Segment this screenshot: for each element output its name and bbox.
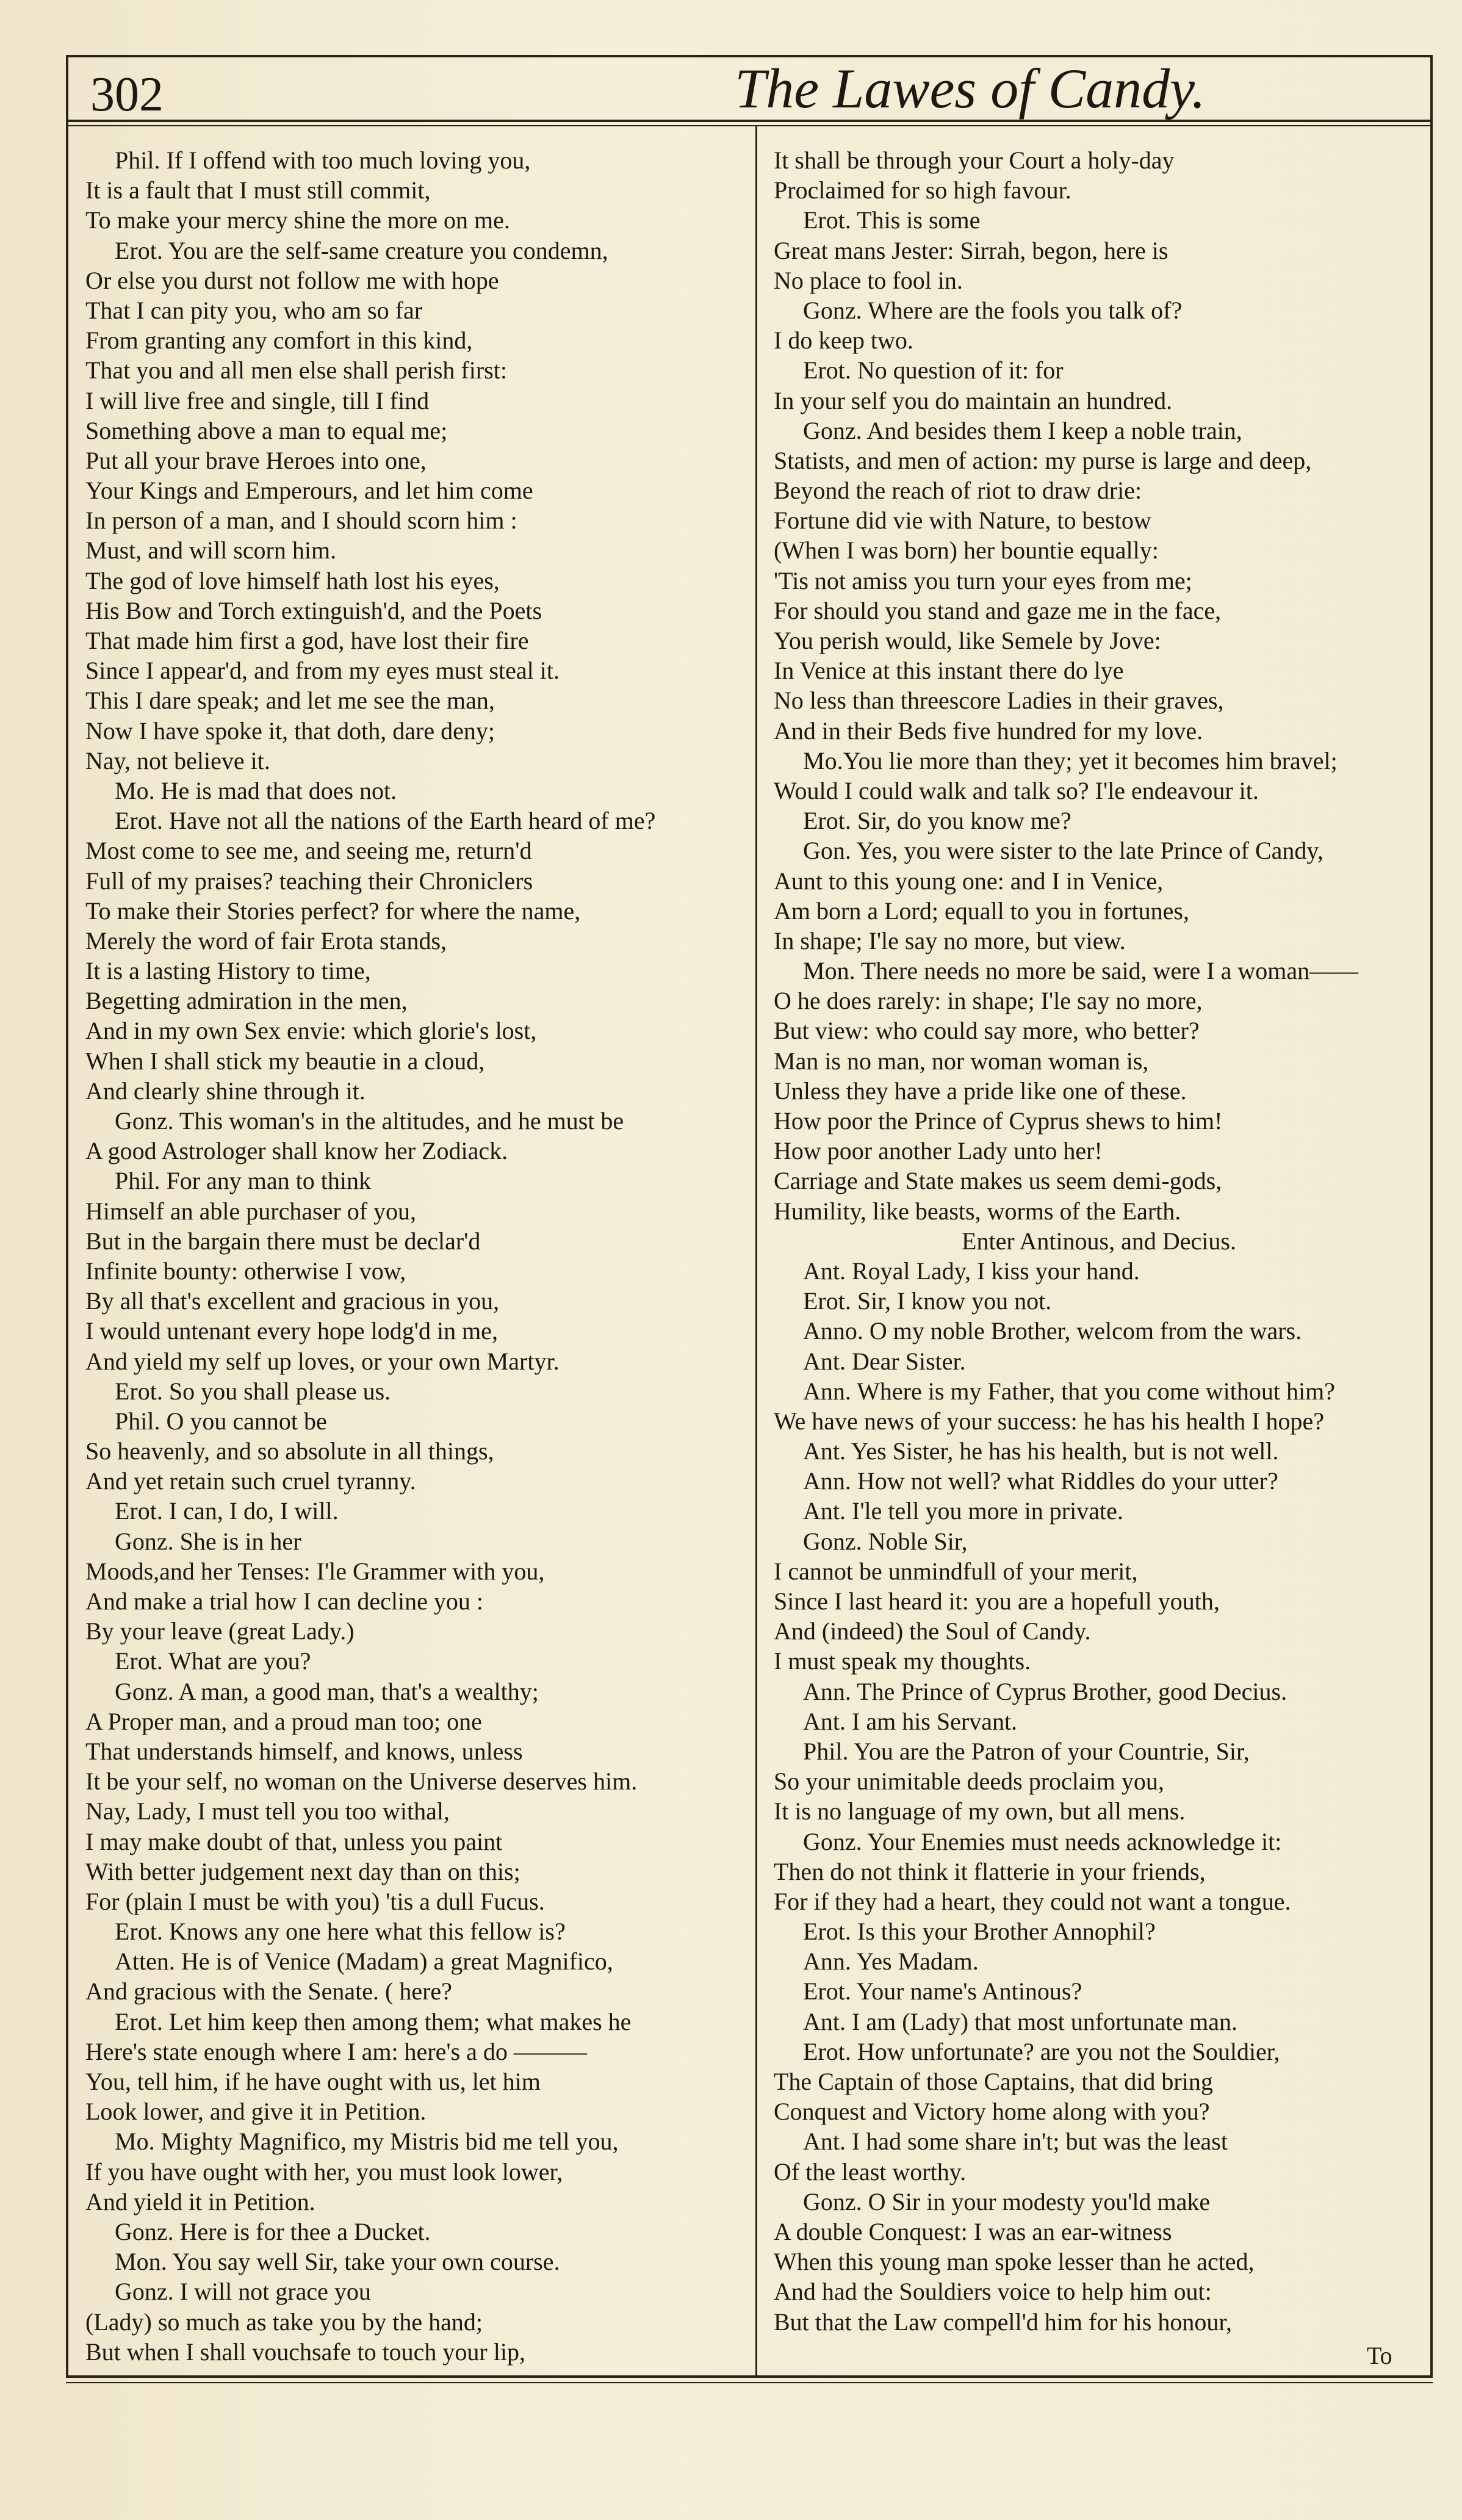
right-frame-rule — [1430, 55, 1433, 2377]
speech-line: Gonz. Noble Sir, — [803, 1527, 968, 1555]
verse-line: Himself an able purchaser of you, — [85, 1197, 417, 1225]
speech-line: Mon. You say well Sir, take your own course. — [115, 2248, 560, 2276]
verse-line: And yet retain such cruel tyranny. — [85, 1467, 416, 1495]
speech-line: Erot. You are the self-same creature you condemn, — [115, 236, 608, 264]
header-rule-double — [66, 125, 1433, 126]
page-number: 302 — [90, 68, 164, 121]
verse-line: From granting any comfort in this kind, — [85, 327, 473, 355]
speech-line: Ann. The Prince of Cyprus Brother, good Decius. — [803, 1677, 1287, 1705]
speech-line: Ann. Yes Madam. — [803, 1948, 979, 1976]
verse-line: Then do not think it flatterie in your friends, — [774, 1857, 1206, 1885]
verse-line: I will live free and single, till I find — [85, 386, 430, 414]
bottom-rule — [66, 2375, 1433, 2378]
verse-line: For if they had a heart, they could not want a tongue. — [774, 1887, 1291, 1915]
speech-line: Gonz. A man, a good man, that's a wealthy; — [115, 1677, 539, 1705]
verse-line: It be your self, no woman on the Universe deserves him. — [85, 1767, 638, 1796]
speech-line: Ann. How not well? what Riddles do your utter? — [803, 1467, 1278, 1495]
verse-line: Unless they have a pride like one of these. — [774, 1077, 1187, 1105]
verse-line: You, tell him, if he have ought with us, let him — [85, 2068, 541, 2095]
stage-direction: Enter Antinous, and Decius. — [962, 1227, 1236, 1255]
verse-line: Man is no man, nor woman woman is, — [774, 1047, 1149, 1075]
speech-line: Ant. I had some share in't; but was the least — [803, 2128, 1228, 2156]
left-frame-rule — [66, 55, 68, 2377]
verse-line: Aunt to this young one: and I in Venice, — [774, 867, 1164, 895]
verse-line: Must, and will scorn him. — [85, 536, 337, 565]
verse-line: And in my own Sex envie: which glorie's lost, — [85, 1017, 537, 1045]
verse-line: If you have ought with her, you must look lower, — [85, 2157, 563, 2186]
verse-line: By your leave (great Lady.) — [85, 1617, 355, 1645]
verse-line: I would untenant every hope lodg'd in me, — [85, 1317, 498, 1345]
verse-line: His Bow and Torch extinguish'd, and the Poets — [85, 596, 542, 624]
verse-line: Here's state enough where I am: here's a do ——— — [85, 2037, 587, 2065]
speech-line: Mo. Mighty Magnifico, my Mistris bid me tell you, — [115, 2128, 619, 2156]
verse-line: When I shall stick my beautie in a cloud, — [85, 1047, 485, 1075]
left-text-column — [85, 145, 769, 2367]
verse-line: And gracious with the Senate. ( here? — [85, 1977, 452, 2006]
verse-line: No less than threescore Ladies in their graves, — [774, 687, 1224, 715]
verse-line: For (plain I must be with you) 'tis a dull Fucus. — [85, 1887, 545, 1915]
speech-line: Gon. Yes, you were sister to the late Prince of Candy, — [803, 837, 1323, 865]
verse-line: It shall be through your Court a holy-day — [774, 146, 1175, 174]
verse-line: Since I appear'd, and from my eyes must steal it. — [85, 657, 560, 685]
speech-line: Erot. What are you? — [115, 1647, 311, 1675]
verse-line: Full of my praises? teaching their Chroniclers — [85, 867, 533, 895]
speech-line: Erot. Knows any one here what this fellow is? — [115, 1918, 566, 1946]
verse-line: But view: who could say more, who better? — [774, 1017, 1200, 1045]
verse-line: (Lady) so much as take you by the hand; — [85, 2308, 483, 2336]
verse-line: In shape; I'le say no more, but view. — [774, 926, 1126, 955]
verse-line: A double Conquest: I was an ear-witness — [774, 2217, 1172, 2245]
speech-line: Ant. Yes Sister, he has his health, but is not well. — [803, 1437, 1279, 1465]
verse-line: O he does rarely: in shape; I'le say no more, — [774, 987, 1203, 1015]
verse-line: But that the Law compell'd him for his honour, — [774, 2308, 1233, 2336]
speech-line: Gonz. Your Enemies must needs acknowledge it: — [803, 1827, 1282, 1855]
right-text-column — [774, 145, 1424, 2337]
speech-line: Gonz. O Sir in your modesty you'ld make — [803, 2187, 1211, 2215]
speech-line: Phil. If I offend with too much loving you, — [115, 146, 531, 174]
speech-line: Erot. So you shall please us. — [115, 1377, 391, 1405]
speech-line: Ann. Where is my Father, that you come without him? — [803, 1377, 1335, 1405]
speech-line: Erot. Have not all the nations of the Earth heard of me? — [115, 807, 656, 835]
verse-line: How poor another Lady unto her! — [774, 1137, 1103, 1165]
verse-line: Would I could walk and talk so? I'le endeavour it. — [774, 776, 1259, 804]
verse-line: Fortune did vie with Nature, to bestow — [774, 507, 1151, 535]
verse-line: The Captain of those Captains, that did bring — [774, 2068, 1213, 2095]
verse-line: Or else you durst not follow me with hope — [85, 266, 499, 294]
verse-line: This I dare speak; and let me see the man, — [85, 687, 495, 715]
speech-line: Phil. You are the Patron of your Countrie, Sir, — [803, 1737, 1250, 1765]
speech-line: Phil. O you cannot be — [115, 1407, 327, 1435]
verse-line: A Proper man, and a proud man too; one — [85, 1707, 482, 1735]
verse-line: Proclaimed for so high favour. — [774, 176, 1071, 204]
verse-line: And yield it in Petition. — [85, 2187, 315, 2215]
verse-line: Statists, and men of action: my purse is large and deep, — [774, 446, 1312, 474]
speech-line: Gonz. And besides them I keep a noble train, — [803, 416, 1242, 444]
verse-line: 'Tis not amiss you turn your eyes from me; — [774, 566, 1192, 594]
running-title: The Lawes of Candy. — [735, 57, 1206, 120]
verse-line: It is a lasting History to time, — [85, 957, 371, 985]
speech-line: Erot. Sir, do you know me? — [803, 807, 1071, 835]
speech-line: Erot. This is some — [803, 206, 981, 234]
verse-line: Merely the word of fair Erota stands, — [85, 926, 447, 955]
verse-line: Nay, not believe it. — [85, 746, 270, 774]
verse-line: Of the least worthy. — [774, 2157, 967, 2186]
speech-line: Mon. There needs no more be said, were I a woman—— — [803, 957, 1359, 985]
verse-line: Most come to see me, and seeing me, return'd — [85, 837, 532, 865]
speech-line: Ant. Dear Sister. — [803, 1347, 966, 1375]
verse-line: Am born a Lord; equall to you in fortunes, — [774, 897, 1189, 925]
verse-line: For should you stand and gaze me in the face, — [774, 596, 1222, 624]
verse-line: That made him first a god, have lost their fire — [85, 627, 529, 654]
verse-line: I do keep two. — [774, 327, 913, 355]
verse-line: We have news of your success: he has his health I hope? — [774, 1407, 1325, 1435]
verse-line: Put all your brave Heroes into one, — [85, 446, 427, 474]
speech-line: Ant. I am (Lady) that most unfortunate man. — [803, 2007, 1238, 2035]
verse-line: And make a trial how I can decline you : — [85, 1587, 483, 1615]
verse-line: Infinite bounty: otherwise I vow, — [85, 1257, 406, 1285]
verse-line: By all that's excellent and gracious in you, — [85, 1287, 500, 1315]
verse-line: The god of love himself hath lost his eyes, — [85, 566, 500, 594]
speech-line: Mo. He is mad that does not. — [115, 776, 397, 804]
verse-line: I must speak my thoughts. — [774, 1647, 1031, 1675]
speech-line: Ant. Royal Lady, I kiss your hand. — [803, 1257, 1140, 1285]
verse-line: Moods,and her Tenses: I'le Grammer with you, — [85, 1557, 545, 1585]
verse-line: And (indeed) the Soul of Candy. — [774, 1617, 1091, 1645]
verse-line: I cannot be unmindfull of your merit, — [774, 1557, 1138, 1585]
verse-line: And in their Beds five hundred for my love. — [774, 717, 1203, 745]
verse-line: And yield my self up loves, or your own Martyr. — [85, 1347, 560, 1375]
verse-line: And had the Souldiers voice to help him out: — [774, 2278, 1212, 2306]
speech-line: Mo.You lie more than they; yet it becomes him bravel; — [803, 746, 1338, 774]
verse-line: Humility, like beasts, worms of the Earth. — [774, 1197, 1181, 1225]
verse-line: Now I have spoke it, that doth, dare deny; — [85, 717, 495, 745]
speech-line: Atten. He is of Venice (Madam) a great Magnifico, — [115, 1948, 613, 1976]
verse-line: But when I shall vouchsafe to touch your lip, — [85, 2338, 525, 2366]
speech-line: Ant. I'le tell you more in private. — [803, 1497, 1123, 1525]
verse-line: Begetting admiration in the men, — [85, 987, 408, 1015]
verse-line: That I can pity you, who am so far — [85, 296, 423, 324]
verse-line: Something above a man to equal me; — [85, 416, 448, 444]
speech-line: Erot. Let him keep then among them; what makes he — [115, 2007, 632, 2035]
verse-line: To make your mercy shine the more on me. — [85, 206, 510, 234]
speech-line: Gonz. This woman's in the altitudes, and he must be — [115, 1107, 624, 1135]
verse-line: In person of a man, and I should scorn him : — [85, 507, 517, 535]
verse-line: Nay, Lady, I must tell you too withal, — [85, 1797, 450, 1825]
verse-line: With better judgement next day than on this; — [85, 1857, 520, 1885]
speech-line: Erot. No question of it: for — [803, 356, 1064, 384]
speech-line: Erot. How unfortunate? are you not the Souldier, — [803, 2037, 1280, 2065]
verse-line: And clearly shine through it. — [85, 1077, 366, 1105]
verse-line: When this young man spoke lesser than he acted, — [774, 2248, 1255, 2276]
verse-line: Your Kings and Emperours, and let him come — [85, 477, 533, 505]
verse-line: That understands himself, and knows, unless — [85, 1737, 523, 1765]
bottom-rule-double — [66, 2382, 1433, 2383]
speech-line: Erot. Is this your Brother Annophil? — [803, 1918, 1156, 1946]
verse-line: But in the bargain there must be declar'd — [85, 1227, 481, 1255]
verse-line: Great mans Jester: Sirrah, begon, here is — [774, 236, 1169, 264]
verse-line: (When I was born) her bountie equally: — [774, 536, 1159, 565]
verse-line: You perish would, like Semele by Jove: — [774, 627, 1161, 654]
verse-line: It is a fault that I must still commit, — [85, 176, 431, 204]
speech-line: Gonz. Here is for thee a Ducket. — [115, 2217, 431, 2245]
verse-line: That you and all men else shall perish first: — [85, 356, 507, 384]
verse-line: No place to fool in. — [774, 266, 963, 294]
speech-line: Gonz. Where are the fools you talk of? — [803, 296, 1183, 324]
verse-line: Look lower, and give it in Petition. — [85, 2098, 427, 2126]
verse-line: So your unimitable deeds proclaim you, — [774, 1767, 1164, 1796]
catchword: To — [1367, 2342, 1392, 2369]
speech-line: Phil. For any man to think — [115, 1167, 371, 1195]
speech-line: Gonz. She is in her — [115, 1527, 301, 1555]
verse-line: In Venice at this instant there do lye — [774, 657, 1124, 685]
speech-line: Erot. I can, I do, I will. — [115, 1497, 339, 1525]
verse-line: It is no language of my own, but all mens. — [774, 1797, 1186, 1825]
speech-line: Erot. Your name's Antinous? — [803, 1977, 1082, 2006]
verse-line: In your self you do maintain an hundred. — [774, 386, 1173, 414]
speech-line: Gonz. I will not grace you — [115, 2278, 371, 2306]
verse-line: Conquest and Victory home along with you? — [774, 2098, 1210, 2126]
speech-line: Anno. O my noble Brother, welcom from the wars. — [803, 1317, 1302, 1345]
verse-line: Since I last heard it: you are a hopefull youth, — [774, 1587, 1220, 1615]
verse-line: So heavenly, and so absolute in all things, — [85, 1437, 494, 1465]
verse-line: Carriage and State makes us seem demi-gods, — [774, 1167, 1222, 1195]
verse-line: A good Astrologer shall know her Zodiack. — [85, 1137, 508, 1165]
verse-line: To make their Stories perfect? for where the name, — [85, 897, 581, 925]
speech-line: Ant. I am his Servant. — [803, 1707, 1018, 1735]
verse-line: Beyond the reach of riot to draw drie: — [774, 477, 1142, 505]
verse-line: How poor the Prince of Cyprus shews to him! — [774, 1107, 1223, 1135]
verse-line: I may make doubt of that, unless you paint — [85, 1827, 503, 1855]
speech-line: Erot. Sir, I know you not. — [803, 1287, 1052, 1315]
